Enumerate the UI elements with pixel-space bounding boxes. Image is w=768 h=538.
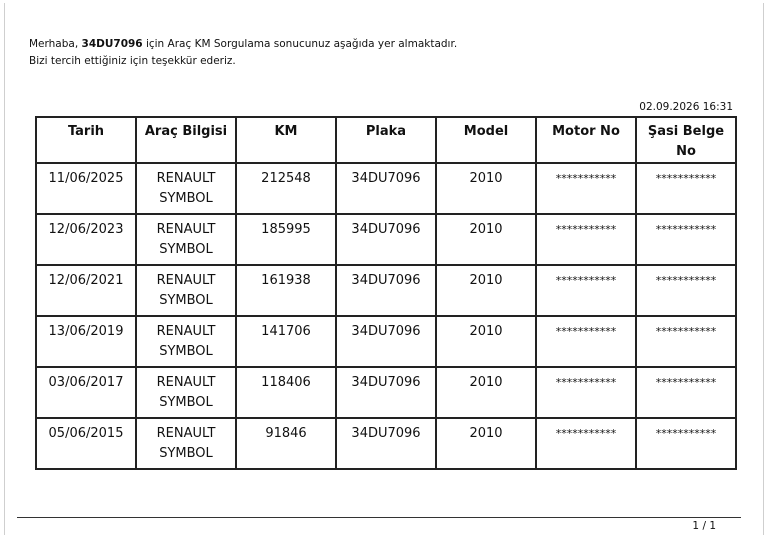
cell-km: 212548 [236, 163, 336, 214]
cell-plate: 34DU7096 [336, 214, 436, 265]
cell-sasi-no: *********** [636, 418, 736, 469]
cell-vehicle: RENAULT SYMBOL [136, 265, 236, 316]
cell-motor-no: *********** [536, 265, 636, 316]
cell-plate: 34DU7096 [336, 316, 436, 367]
cell-sasi-no: *********** [636, 265, 736, 316]
cell-model: 2010 [436, 163, 536, 214]
table-row [36, 265, 736, 316]
cell-km: 91846 [236, 418, 336, 469]
cell-plate: 34DU7096 [336, 418, 436, 469]
cell-motor-no: *********** [536, 163, 636, 214]
header-tarih: Tarih [36, 117, 136, 163]
cell-sasi-no: *********** [636, 163, 736, 214]
table-row [36, 367, 736, 418]
greeting-line [29, 36, 457, 53]
cell-sasi-no: *********** [636, 316, 736, 367]
header-sasi-belge-no: Şasi Belge No [636, 117, 736, 163]
thanks-line: Bizi tercih ettiğiniz için teşekkür ederiz. [29, 55, 236, 67]
cell-sasi-no: *********** [636, 367, 736, 418]
cell-date: 12/06/2023 [36, 214, 136, 265]
cell-motor-no: *********** [536, 367, 636, 418]
cell-km: 118406 [236, 367, 336, 418]
table-header-row [36, 117, 736, 163]
cell-motor-no: *********** [536, 214, 636, 265]
km-history-table [35, 116, 737, 470]
cell-date: 03/06/2017 [36, 367, 136, 418]
cell-vehicle: RENAULT SYMBOL [136, 214, 236, 265]
cell-km: 161938 [236, 265, 336, 316]
page-number: 1 / 1 [692, 520, 716, 532]
greeting-text [29, 36, 457, 70]
cell-vehicle: RENAULT SYMBOL [136, 418, 236, 469]
header-km: KM [236, 117, 336, 163]
header-motor-no: Motor No [536, 117, 636, 163]
cell-model: 2010 [436, 265, 536, 316]
header-plaka: Plaka [336, 117, 436, 163]
cell-date: 11/06/2025 [36, 163, 136, 214]
cell-vehicle: RENAULT SYMBOL [136, 316, 236, 367]
cell-date: 13/06/2019 [36, 316, 136, 367]
cell-model: 2010 [436, 316, 536, 367]
greeting-plate: 34DU7096 [81, 38, 143, 50]
cell-plate: 34DU7096 [336, 163, 436, 214]
header-arac-bilgisi: Araç Bilgisi [136, 117, 236, 163]
cell-plate: 34DU7096 [336, 367, 436, 418]
cell-vehicle: RENAULT SYMBOL [136, 367, 236, 418]
table-row [36, 418, 736, 469]
header-model: Model [436, 117, 536, 163]
table-row [36, 163, 736, 214]
cell-model: 2010 [436, 418, 536, 469]
cell-km: 185995 [236, 214, 336, 265]
greeting-suffix: için Araç KM Sorgulama sonucunuz aşağıda yer almaktadır. [145, 38, 458, 50]
cell-motor-no: *********** [536, 418, 636, 469]
cell-vehicle: RENAULT SYMBOL [136, 163, 236, 214]
cell-date: 05/06/2015 [36, 418, 136, 469]
cell-plate: 34DU7096 [336, 265, 436, 316]
table-row [36, 214, 736, 265]
cell-motor-no: *********** [536, 316, 636, 367]
cell-sasi-no: *********** [636, 214, 736, 265]
table-row [36, 316, 736, 367]
greeting-prefix: Merhaba, [29, 38, 79, 50]
report-timestamp: 02.09.2026 16:31 [639, 101, 733, 113]
cell-model: 2010 [436, 367, 536, 418]
cell-date: 12/06/2021 [36, 265, 136, 316]
cell-km: 141706 [236, 316, 336, 367]
cell-model: 2010 [436, 214, 536, 265]
footer-divider [17, 517, 741, 518]
